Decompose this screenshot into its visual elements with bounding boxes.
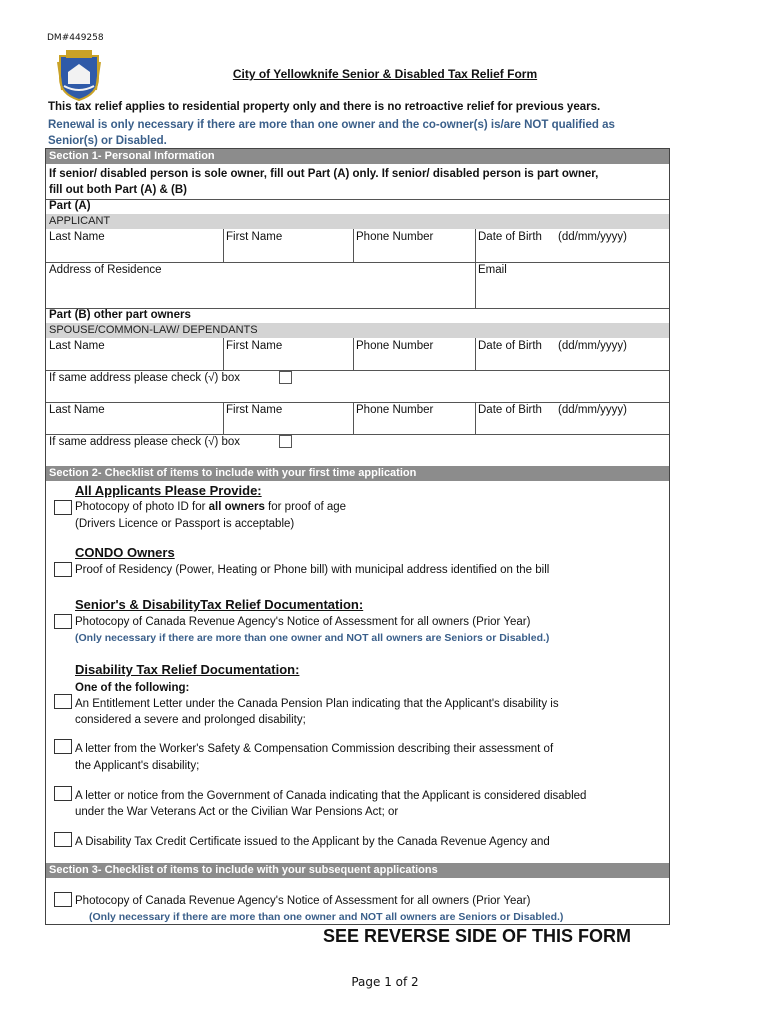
cpp-letter-checkbox[interactable] bbox=[54, 694, 72, 709]
gov-notice-checkbox[interactable] bbox=[54, 786, 72, 801]
senior-heading: Senior's & DisabilityTax Relief Documentation: bbox=[75, 597, 364, 612]
email-label: Email bbox=[478, 264, 507, 276]
dob-label: Date of Birth bbox=[478, 404, 542, 416]
dob-format: (dd/mm/yyyy) bbox=[558, 340, 627, 352]
form-title: City of Yellowknife Senior & Disabled Tax Relief Form bbox=[232, 67, 538, 81]
section1-header: Section 1- Personal Information bbox=[46, 149, 669, 164]
reverse-side-notice: SEE REVERSE SIDE OF THIS FORM bbox=[323, 926, 632, 946]
last-name-label: Last Name bbox=[49, 231, 105, 243]
same-address-checkbox[interactable] bbox=[279, 371, 292, 384]
dob-label: Date of Birth bbox=[478, 340, 542, 352]
phone-label: Phone Number bbox=[356, 340, 434, 352]
part-b-label: Part (B) other part owners bbox=[49, 309, 191, 321]
same-address-checkbox[interactable] bbox=[279, 435, 292, 448]
first-name-label: First Name bbox=[226, 231, 283, 243]
condo-heading: CONDO Owners bbox=[75, 545, 175, 560]
cpp-letter-item-cont: considered a severe and prolonged disability; bbox=[75, 714, 306, 726]
same-address-label: If same address please check (√) box bbox=[49, 372, 241, 384]
section1-instruction: If senior/ disabled person is sole owner, fill out Part (A) only. If senior/ disabled person is part owner, fill out both Part (A) & (B) bbox=[49, 168, 599, 196]
subsequent-note: (Only necessary if there are more than one owner and NOT all owners are Seniors or Disabled.) bbox=[89, 911, 564, 923]
renewal-note: Renewal is only necessary if there are more than one owner and the co-owner(s) is/are NOT qualified as Senior(s) or Disabled. bbox=[48, 119, 615, 147]
same-address-label: If same address please check (√) box bbox=[49, 436, 241, 448]
wscc-letter-checkbox[interactable] bbox=[54, 739, 72, 754]
wscc-letter-item: A letter from the Worker's Safety & Compensation Commission describing their assessment of bbox=[75, 743, 554, 755]
dtc-certificate-item: A Disability Tax Credit Certificate issued to the Applicant by the Canada Revenue Agency and bbox=[75, 836, 550, 848]
photo-id-note: (Drivers Licence or Passport is acceptable) bbox=[75, 518, 295, 530]
photo-id-item: Photocopy of photo ID for all owners for proof of age bbox=[75, 501, 347, 513]
phone-label: Phone Number bbox=[356, 231, 434, 243]
document-id: DM#449258 bbox=[47, 33, 104, 43]
wscc-letter-item-cont: the Applicant's disability; bbox=[75, 760, 200, 772]
part-a-label: Part (A) bbox=[49, 200, 91, 212]
gov-notice-item-cont: under the War Veterans Act or the Civilian War Pensions Act; or bbox=[75, 806, 399, 818]
spouse-header: SPOUSE/COMMON-LAW/ DEPENDANTS bbox=[46, 323, 669, 338]
disability-heading: Disability Tax Relief Documentation: bbox=[75, 662, 300, 677]
all-applicants-heading: All Applicants Please Provide: bbox=[75, 483, 262, 498]
dob-label: Date of Birth bbox=[478, 231, 542, 243]
phone-label: Phone Number bbox=[356, 404, 434, 416]
photo-id-checkbox[interactable] bbox=[54, 500, 72, 515]
notice-assessment-checkbox[interactable] bbox=[54, 614, 72, 629]
residency-checkbox[interactable] bbox=[54, 562, 72, 577]
first-name-label: First Name bbox=[226, 404, 283, 416]
notice-assessment-item: Photocopy of Canada Revenue Agency's Notice of Assessment for all owners (Prior Year) bbox=[75, 616, 531, 628]
disability-subheading: One of the following: bbox=[75, 682, 190, 694]
subsequent-notice-item: Photocopy of Canada Revenue Agency's Notice of Assessment for all owners (Prior Year) bbox=[75, 895, 531, 907]
residency-item: Proof of Residency (Power, Heating or Phone bill) with municipal address identified on the bill bbox=[75, 564, 550, 576]
address-label: Address of Residence bbox=[49, 264, 162, 276]
senior-note: (Only necessary if there are more than one owner and NOT all owners are Seniors or Disabled.) bbox=[75, 632, 550, 644]
dob-format: (dd/mm/yyyy) bbox=[558, 404, 627, 416]
cpp-letter-item: An Entitlement Letter under the Canada Pension Plan indicating that the Applicant's disability is bbox=[75, 698, 559, 710]
dob-format: (dd/mm/yyyy) bbox=[558, 231, 627, 243]
first-name-label: First Name bbox=[226, 340, 283, 352]
section3-header: Section 3- Checklist of items to include with your subsequent applications bbox=[46, 863, 669, 878]
intro-text: This tax relief applies to residential property only and there is no retroactive relief for previous years. bbox=[48, 101, 601, 113]
gov-notice-item: A letter or notice from the Government of Canada indicating that the Applicant is considered disabled bbox=[75, 790, 587, 802]
last-name-label: Last Name bbox=[49, 404, 105, 416]
applicant-header: APPLICANT bbox=[46, 214, 669, 229]
subsequent-notice-checkbox[interactable] bbox=[54, 892, 72, 907]
page-number: Page 1 of 2 bbox=[351, 975, 419, 989]
tax-relief-form bbox=[45, 148, 670, 925]
last-name-label: Last Name bbox=[49, 340, 105, 352]
section2-header: Section 2- Checklist of items to include with your first time application bbox=[46, 466, 669, 481]
dtc-certificate-checkbox[interactable] bbox=[54, 832, 72, 847]
